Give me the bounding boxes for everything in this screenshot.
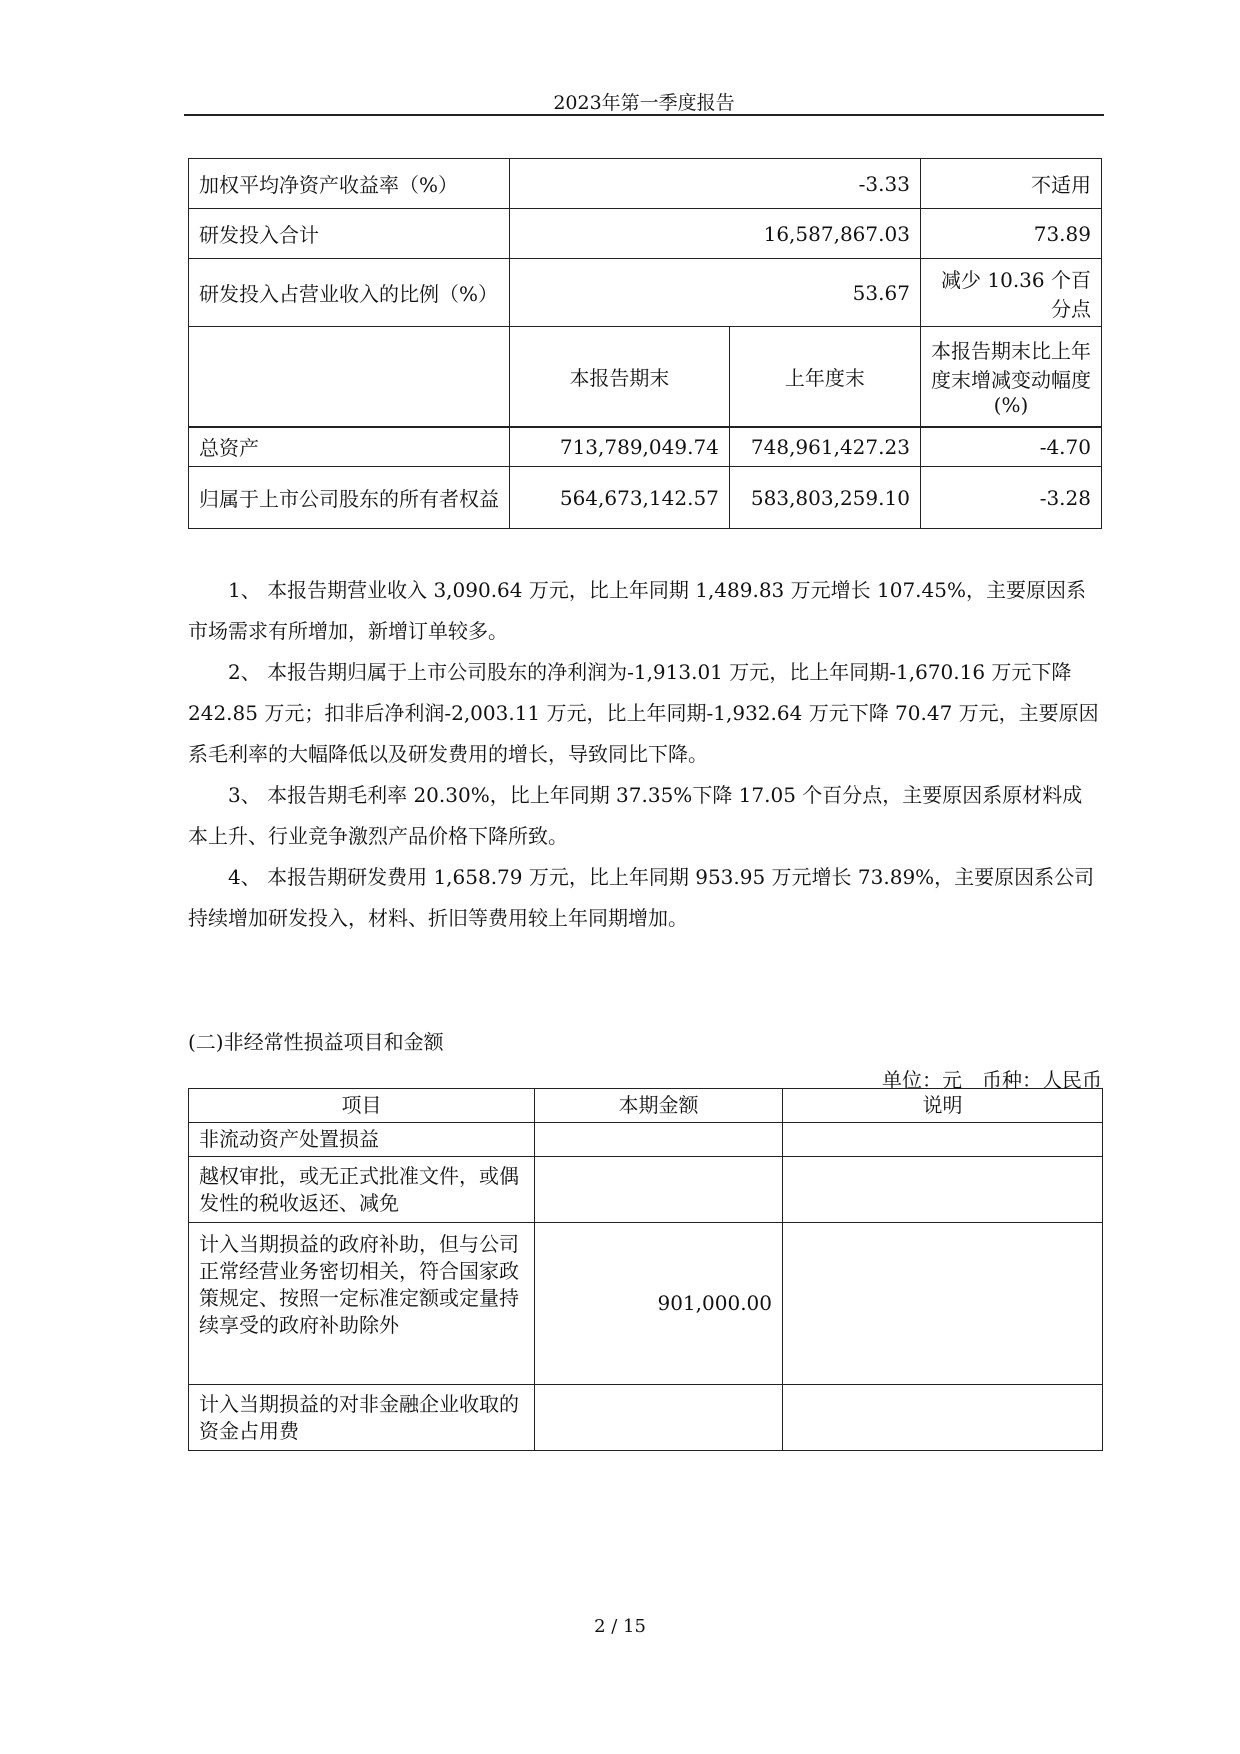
note-paragraph: 3、 本报告期毛利率 20.30%，比上年同期 37.35%下降 17.05 个百分点，主要原因系原材料成本上升、行业竞争激烈产品价格下降所致。 [188, 783, 1083, 848]
row-label: 总资产 [189, 427, 510, 467]
item-cell: 非流动资产处置损益 [189, 1123, 535, 1157]
table-row [189, 1123, 1103, 1157]
amount-cell [535, 1385, 783, 1451]
unit-currency-label: 单位：元 币种：人民币 [882, 1068, 1102, 1092]
header-change-pct: 本报告期末比上年度末增减变动幅度(%) [920, 327, 1101, 427]
row-change: -4.70 [920, 427, 1101, 467]
row-value: 53.67 [509, 259, 920, 327]
table-row [189, 209, 1102, 259]
row-change: 73.89 [920, 209, 1101, 259]
table-row [189, 159, 1102, 209]
empty-header-cell [189, 327, 510, 427]
note-paragraph: 1、 本报告期营业收入 3,090.64 万元，比上年同期 1,489.83 万元增长 107.45%，主要原因系市场需求有所增加，新增订单较多。 [188, 578, 1086, 643]
item-cell: 越权审批，或无正式批准文件，或偶发性的税收返还、减免 [189, 1157, 535, 1223]
note-cell [783, 1123, 1103, 1157]
note-paragraph: 2、 本报告期归属于上市公司股东的净利润为-1,913.01 万元，比上年同期-1,670.16 万元下降 242.85 万元；扣非后净利润-2,003.11 万元，比上年同期-1,932.64 万元下降 70.47 万元，主要原因系毛利率的大幅降低以及研发费用的增长，导致同比下降。 [188, 660, 1099, 766]
header-divider [184, 114, 1104, 116]
table-row [189, 1385, 1103, 1451]
row-prior: 583,803,259.10 [729, 467, 920, 529]
row-change: 减少 10.36 个百分点 [920, 259, 1101, 327]
item-cell: 计入当期损益的政府补助，但与公司正常经营业务密切相关，符合国家政策规定、按照一定标准定额或定量持续享受的政府补助除外 [189, 1223, 535, 1385]
row-change: -3.28 [920, 467, 1101, 529]
notes-section [188, 570, 1102, 939]
page-header: 2023年第一季度报告 [553, 92, 735, 114]
header-amount: 本期金额 [535, 1089, 783, 1123]
row-current: 564,673,142.57 [509, 467, 729, 529]
note-cell [783, 1223, 1103, 1385]
row-change: 不适用 [920, 159, 1101, 209]
header-current-period: 本报告期末 [509, 327, 729, 427]
page-number: 2 / 15 [594, 1616, 646, 1637]
amount-cell [535, 1123, 783, 1157]
section-title: (二)非经常性损益项目和金额 [188, 1030, 444, 1054]
table-row [189, 1157, 1103, 1223]
header-note: 说明 [783, 1089, 1103, 1123]
table-row [189, 259, 1102, 327]
financial-indicators-table [188, 158, 1102, 529]
row-prior: 748,961,427.23 [729, 427, 920, 467]
header-item: 项目 [189, 1089, 535, 1123]
row-label: 加权平均净资产收益率（%） [189, 159, 510, 209]
amount-cell [535, 1157, 783, 1223]
row-value: 16,587,867.03 [509, 209, 920, 259]
non-recurring-items-table [188, 1088, 1103, 1451]
row-label: 研发投入合计 [189, 209, 510, 259]
note-cell [783, 1157, 1103, 1223]
note-cell [783, 1385, 1103, 1451]
table-row [189, 1223, 1103, 1385]
row-current: 713,789,049.74 [509, 427, 729, 467]
table-row [189, 427, 1102, 467]
table-header-row [189, 1089, 1103, 1123]
note-paragraph: 4、 本报告期研发费用 1,658.79 万元，比上年同期 953.95 万元增长 73.89%，主要原因系公司持续增加研发投入，材料、折旧等费用较上年同期增加。 [188, 865, 1095, 930]
row-label: 归属于上市公司股东的所有者权益 [189, 467, 510, 529]
row-value: -3.33 [509, 159, 920, 209]
header-prior-year-end: 上年度末 [729, 327, 920, 427]
item-cell: 计入当期损益的对非金融企业收取的资金占用费 [189, 1385, 535, 1451]
amount-cell: 901,000.00 [535, 1223, 783, 1385]
row-label: 研发投入占营业收入的比例（%） [189, 259, 510, 327]
column-header-row [189, 327, 1102, 427]
table-row [189, 467, 1102, 529]
